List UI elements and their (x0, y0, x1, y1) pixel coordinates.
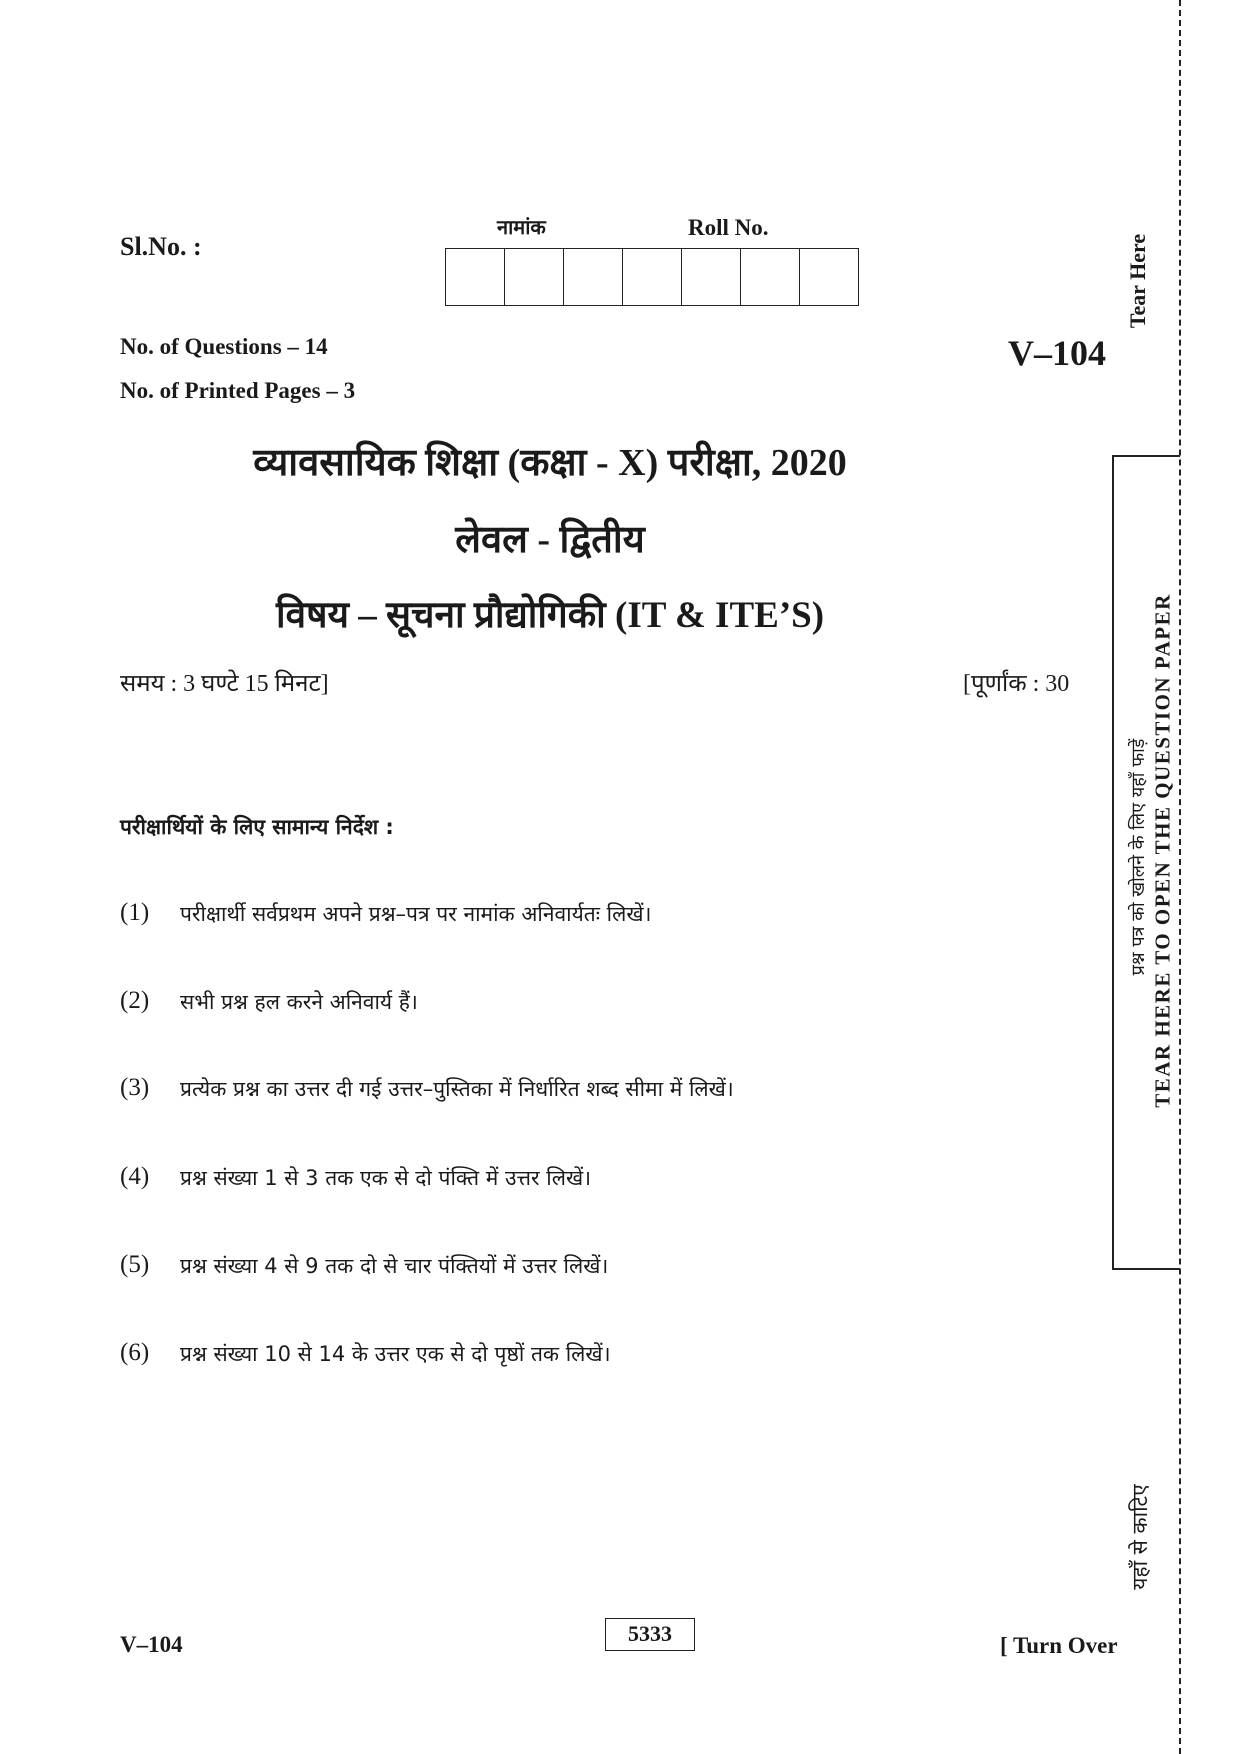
exam-time: समय : 3 घण्टे 15 मिनट] (120, 671, 329, 697)
instruction-item (120, 1251, 608, 1281)
roll-no-label: Roll No. (688, 215, 769, 240)
instruction-number: (2) (120, 987, 150, 1014)
instruction-number: (1) (120, 899, 150, 926)
turn-over: [ Turn Over (1000, 1633, 1118, 1658)
sl-no-label: Sl.No. : (120, 232, 202, 261)
roll-cell[interactable] (446, 249, 505, 305)
instructions-heading: परीक्षार्थियों के लिए सामान्य निर्देश : (120, 815, 394, 839)
exam-marks: [पूर्णांक : 30 (963, 671, 1070, 697)
instruction-text: प्रश्न संख्या 10 से 14 के उत्तर एक से दो पृष्ठों तक लिखें। (180, 1342, 611, 1366)
instruction-text: प्रश्न संख्या 4 से 9 तक दो से चार पंक्तियों में उत्तर लिखें। (180, 1254, 609, 1278)
page-number: 5333 (628, 1621, 672, 1646)
instruction-item (120, 987, 418, 1017)
roll-cell[interactable] (564, 249, 623, 305)
instruction-text: सभी प्रश्न हल करने अनिवार्य हैं। (180, 990, 418, 1014)
instruction-text: प्रश्न संख्या 1 से 3 तक एक से दो पंक्ति में उत्तर लिखें। (180, 1166, 592, 1190)
roll-cell[interactable] (682, 249, 741, 305)
paper-code: V–104 (1008, 333, 1106, 373)
instruction-number: (3) (120, 1074, 150, 1101)
roll-cell[interactable] (741, 249, 800, 305)
tear-hindi-label: प्रश्न पत्र को खोलने के लिए यहाँ फाड़ें (1128, 738, 1149, 976)
questions-count: No. of Questions – 14 (120, 334, 328, 359)
printed-pages: No. of Printed Pages – 3 (120, 378, 356, 403)
exam-level: लेवल - द्वितीय (455, 519, 645, 561)
tear-here-label: Tear Here (1125, 233, 1150, 329)
roll-cell[interactable] (800, 249, 858, 305)
cut-here-label: यहाँ से काटिए (1128, 1484, 1152, 1590)
instruction-item (120, 1074, 734, 1104)
instruction-item (120, 1163, 591, 1193)
roll-cell[interactable] (623, 249, 682, 305)
instruction-text: परीक्षार्थी सर्वप्रथम अपने प्रश्न–पत्र पर नामांक अनिवार्यतः लिखें। (180, 902, 652, 926)
namank-label: नामांक (497, 215, 546, 239)
exam-title: व्यावसायिक शिक्षा (कक्षा - X) परीक्षा, 2020 (253, 442, 847, 484)
roll-cell[interactable] (505, 249, 564, 305)
footer-code: V–104 (120, 1632, 183, 1657)
instruction-number: (4) (120, 1163, 150, 1190)
page-number-box (605, 1618, 695, 1651)
instruction-number: (6) (120, 1339, 150, 1366)
instruction-number: (5) (120, 1251, 150, 1278)
instruction-item (120, 1339, 611, 1369)
roll-number-boxes (445, 248, 859, 306)
instruction-item (120, 899, 651, 929)
exam-subject: विषय – सूचना प्रौद्योगिकी (IT & ITE’S) (275, 595, 825, 636)
instruction-text: प्रत्येक प्रश्न का उत्तर दी गई उत्तर–पुस्तिका में निर्धारित शब्द सीमा में लिखें। (180, 1077, 734, 1101)
tear-english-label: TEAR HERE TO OPEN THE QUESTION PAPER (1150, 593, 1175, 1108)
